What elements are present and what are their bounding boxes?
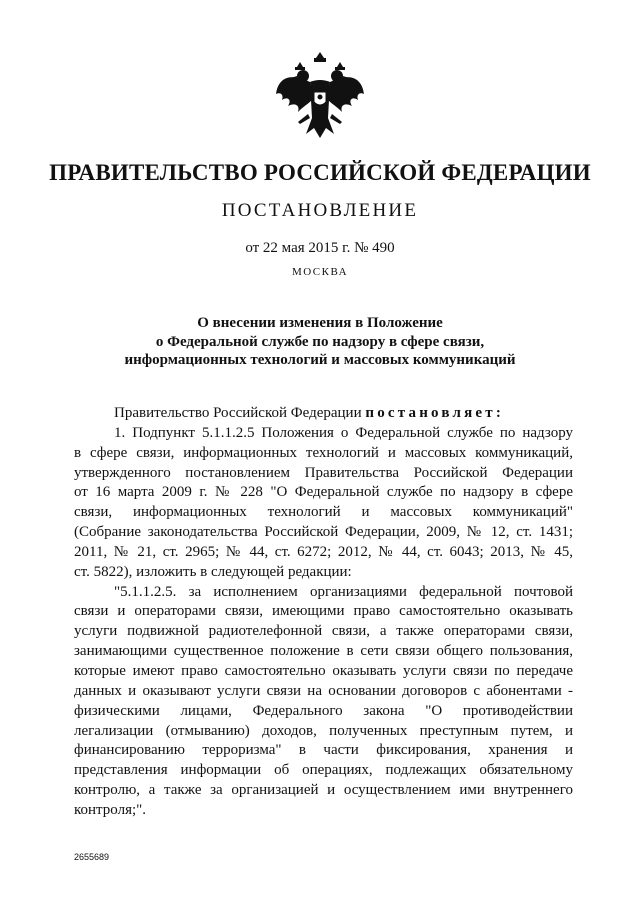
body-line: связи, информационных технологий и массовых коммуникаций" xyxy=(74,504,573,521)
body-line: данных и оказывают услуги связи на основании договоров с абонентами - xyxy=(74,682,573,699)
body-line: от 16 марта 2009 г. № 228 "О Федеральной службе по надзору в сфере xyxy=(74,484,573,501)
subject-line: О внесении изменения в Положение xyxy=(197,315,443,331)
subject-line: о Федеральной службе по надзору в сфере связи, xyxy=(155,333,485,350)
body-line: в сфере связи, информационных технологий и массовых коммуникаций, xyxy=(74,444,573,461)
intro-line xyxy=(74,404,573,424)
body-line: представления информации об операциях, подлежащих обязательному xyxy=(74,762,573,779)
body-line: ст. 5822), изложить в следующей редакции: xyxy=(74,563,352,580)
body-line: (Собрание законодательства Российской Федерации, 2009, № 12, ст. 1431; xyxy=(74,524,573,541)
body-line: которые имеют право самостоятельно оказывать услуги связи по передаче xyxy=(74,662,573,679)
document-body xyxy=(74,404,573,821)
intro-text: Правительство Российской Федерации xyxy=(114,405,366,421)
body-line: контролю, а также за организацией и осуществлением ими внутреннего xyxy=(74,782,573,799)
government-title: ПРАВИТЕЛЬСТВО РОССИЙСКОЙ ФЕДЕРАЦИИ xyxy=(49,160,591,185)
body-line: 2011, № 21, ст. 2965; № 44, ст. 6272; 2012, № 44, ст. 6043; 2013, № 45, xyxy=(74,543,573,560)
body-line: 1. Подпункт 5.1.1.2.5 Положения о Федеральной службе по надзору xyxy=(114,424,573,441)
body-line: финансированию терроризма" в части фиксирования, хранения и xyxy=(74,742,573,759)
document-city: МОСКВА xyxy=(291,266,349,278)
document-date-number: от 22 мая 2015 г. № 490 xyxy=(245,240,395,256)
body-line: услуги подвижной радиотелефонной связи, а также операторами связи, xyxy=(74,623,573,640)
subject-line: информационных технологий и массовых коммуникаций xyxy=(124,352,516,368)
body-line: физическими лицами, Федерального закона "О противодействии xyxy=(74,702,573,719)
double-headed-eagle-icon xyxy=(270,48,370,148)
document-code: 2655689 xyxy=(74,852,110,862)
document-subject xyxy=(0,314,640,370)
intro-keyword: постановляет: xyxy=(365,405,505,421)
document-type: ПОСТАНОВЛЕНИЕ xyxy=(221,200,419,221)
body-line: контроля;". xyxy=(74,801,147,818)
coat-of-arms-emblem xyxy=(270,48,370,148)
body-line: "5.1.1.2.5. за исполнением организациями федеральной почтовой xyxy=(114,583,573,600)
body-line: связи и операторами связи, имеющими право самостоятельно оказывать xyxy=(74,603,573,620)
body-line: занимающими существенное положение в сети связи общего пользования, xyxy=(74,643,573,660)
body-line: легализации (отмыванию) доходов, полученных преступным путем, и xyxy=(74,722,573,739)
body-line: утвержденного постановлением Правительства Российской Федерации xyxy=(74,464,573,481)
